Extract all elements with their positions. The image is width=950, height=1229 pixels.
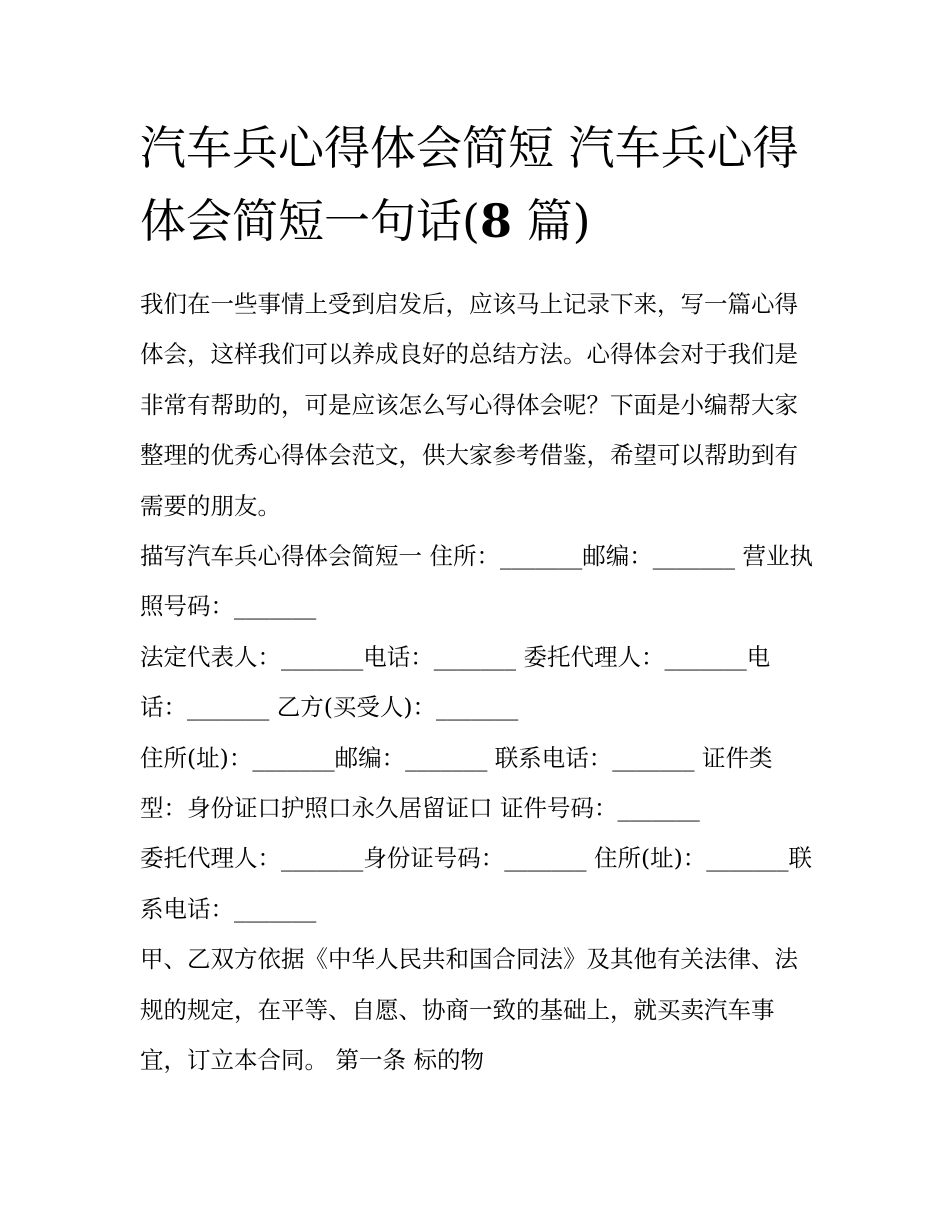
document-title xyxy=(140,112,820,258)
buyer-address-paragraph: 住所(址)：_______邮编：_______ 联系电话：_______ 证件类型：身份证口护照口永久居留证口 证件号码：_______ xyxy=(140,743,773,823)
title-number: 8 xyxy=(479,194,512,248)
title-text-part2: 篇) xyxy=(511,194,591,248)
agent-paragraph: 委托代理人：_______身份证号码：_______ 住所(址)：_______联系电话：_______ xyxy=(140,844,813,923)
intro-paragraph: 我们在一些事情上受到启发后，应该马上记录下来，写一篇心得体会，这样我们可以养成良好的总结方法。心得体会对于我们是非常有帮助的，可是应该怎么写心得体会呢？下面是小编帮大家整理的优秀心得体会范文，供大家参考借鉴，希望可以帮助到有需要的朋友。 xyxy=(140,290,798,520)
address-paragraph: 描写汽车兵心得体会简短一 住所：_______邮编：_______ 营业执照号码：_______ xyxy=(140,542,813,621)
contract-clause-paragraph: 甲、乙双方依据《中华人民共和国合同法》及其他有关法律、法规的规定，在平等、自愿、协商一致的基础上，就买卖汽车事宜，订立本合同。 第一条 标的物 xyxy=(140,945,798,1075)
representative-paragraph: 法定代表人：_______电话：_______ 委托代理人：_______电话：_______ 乙方(买受人)：_______ xyxy=(140,642,771,722)
document-body xyxy=(140,279,816,1086)
title-text-part1: 汽车兵心得体会简短 汽车兵心得体会简短一句话( xyxy=(140,121,799,248)
